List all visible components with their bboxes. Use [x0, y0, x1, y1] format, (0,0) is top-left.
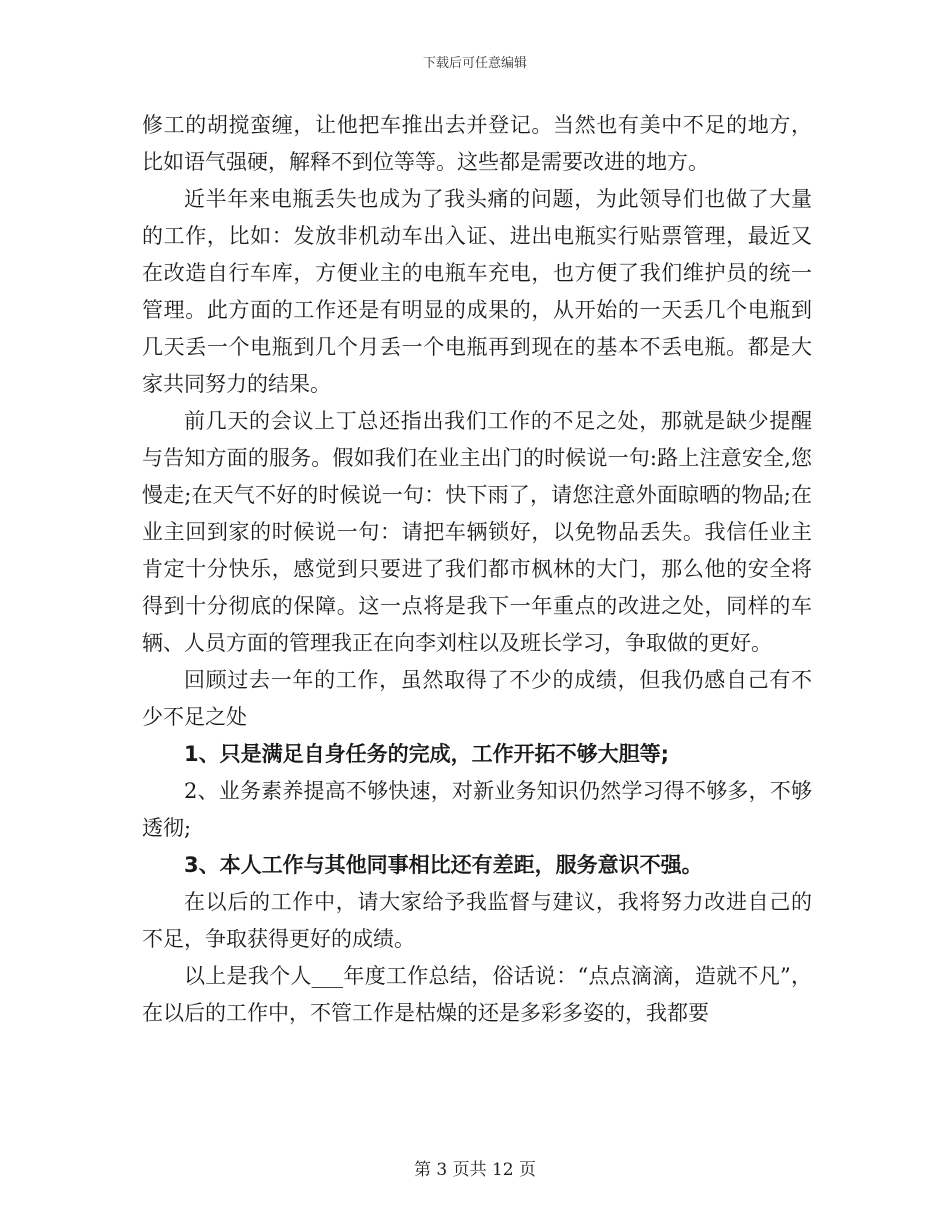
page-header: 下载后可任意编辑	[422, 56, 527, 71]
document-body	[142, 107, 812, 1032]
page-footer: 第 3 页共 12 页	[413, 1160, 537, 1180]
list-item-2: 2、业务素养提高不够快速，对新业务知识仍然学习得不够多，不够透彻;	[142, 779, 812, 840]
paragraph-review: 回顾过去一年的工作，虽然取得了不少的成绩，但我仍感自己有不少不足之处	[142, 668, 812, 729]
list-item-3: 3、本人工作与其他同事相比还有差距，服务意识不强。	[184, 853, 703, 877]
paragraph-battery-loss: 近半年来电瓶丢失也成为了我头痛的问题，为此领导们也做了大量的工作，比如：发放非机动车出入证、进出电瓶实行贴票管理，最近又在改造自行车库，方便业主的电瓶车充电，也方便了我们维护员的统一管理。此方面的工作还是有明显的成果的，从开始的一天丢几个电瓶到几天丢一个电瓶到几个月丢一个电瓶再到现在的基本不丢电瓶。都是大家共同努力的结果。	[142, 187, 812, 396]
paragraph-future-work: 在以后的工作中，请大家给予我监督与建议，我将努力改进自己的不足，争取获得更好的成绩。	[142, 890, 812, 951]
paragraph-summary: 以上是我个人___年度工作总结，俗话说：“点点滴滴，造就不凡”，在以后的工作中，不管工作是枯燥的还是多彩多姿的，我都要	[142, 964, 812, 1025]
paragraph-continuation: 修工的胡搅蛮缠，让他把车推出去并登记。当然也有美中不足的地方，比如语气强硬，解释不到位等等。这些都是需要改进的地方。	[142, 113, 812, 174]
paragraph-meeting-feedback: 前几天的会议上丁总还指出我们工作的不足之处，那就是缺少提醒与告知方面的服务。假如我们在业主出门的时候说一句:路上注意安全,您慢走;在天气不好的时候说一句：快下雨了，请您注意外面晾晒的物品;在业主回到家的时候说一句：请把车辆锁好，以免物品丢失。我信任业主肯定十分快乐，感觉到只要进了我们都市枫林的大门，那么他的安全将得到十分彻底的保障。这一点将是我下一年重点的改进之处，同样的车辆、人员方面的管理我正在向李刘柱以及班长学习，争取做的更好。	[142, 409, 812, 655]
list-item-1: 1、只是满足自身任务的完成，工作开拓不够大胆等;	[184, 742, 670, 766]
